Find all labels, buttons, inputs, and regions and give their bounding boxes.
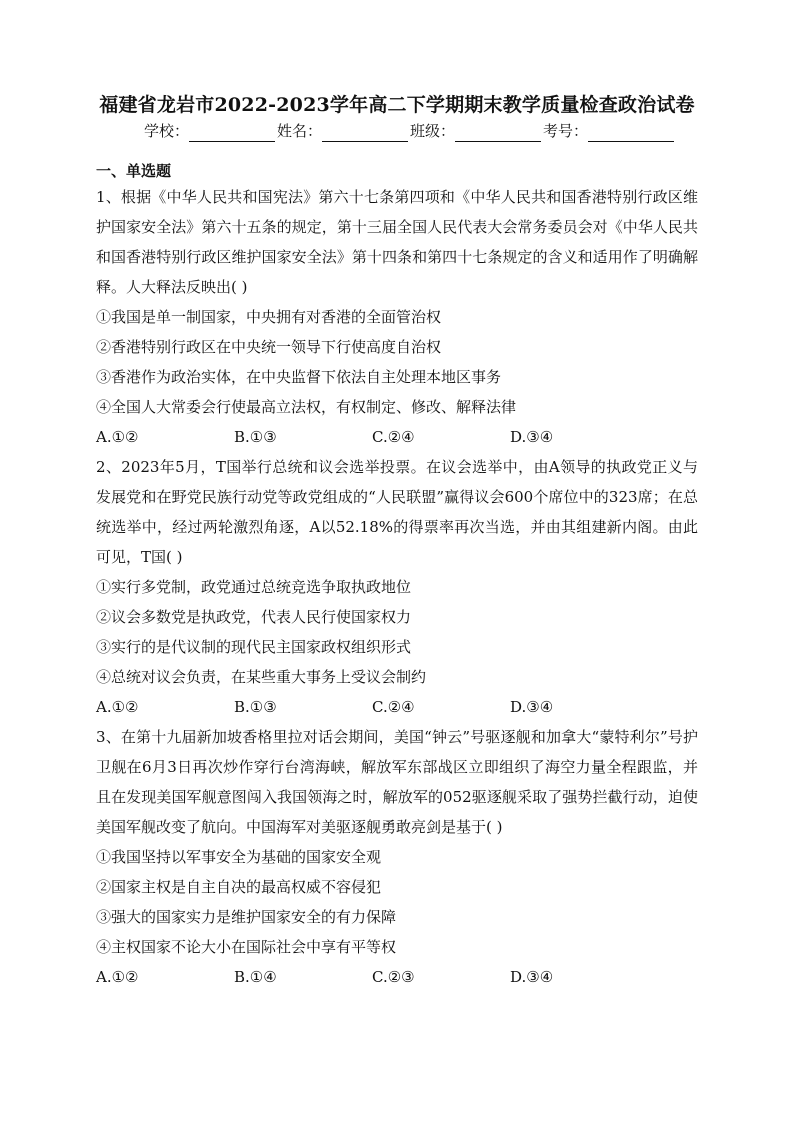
statement-2: ②国家主权是自主自决的最高权威不容侵犯 [96, 878, 382, 896]
option-c[interactable]: C.②④ [372, 428, 415, 446]
option-d[interactable]: D.③④ [510, 968, 554, 986]
option-a[interactable]: A.①② [96, 428, 139, 446]
name-label: 姓名： [276, 122, 322, 140]
answer-options [96, 422, 698, 452]
school-blank[interactable] [189, 125, 275, 142]
option-c[interactable]: C.②③ [372, 968, 415, 986]
question-stem: 3、在第十九届新加坡香格里拉对话会期间，美国“钟云”号驱逐舰和加拿大“蒙特利尔”号护卫舰在6月3日再次炒作穿行台湾海峡，解放军东部战区立即组织了海空力量全程跟监，并且在发现美国军舰意图闯入我国领海之时，解放军的052驱逐舰采取了强势拦截行动，迫使美国军舰改变了航向。中国海军对美驱逐舰勇敢亮剑是基于( ) [96, 728, 698, 836]
statement-4: ④主权国家不论大小在国际社会中享有平等权 [96, 938, 397, 956]
question-2 [96, 452, 698, 722]
statement-4: ④总统对议会负责，在某些重大事务上受议会制约 [96, 668, 427, 686]
statement-2: ②议会多数党是执政党，代表人民行使国家权力 [96, 608, 412, 626]
student-info-line [122, 120, 698, 142]
option-b[interactable]: B.①③ [234, 428, 277, 446]
section-heading: 一、单选题 [96, 162, 172, 180]
school-field [144, 120, 277, 142]
option-a[interactable]: A.①② [96, 698, 139, 716]
exam-number-field [543, 120, 676, 142]
question-1 [96, 182, 698, 452]
option-d[interactable]: D.③④ [510, 698, 554, 716]
statement-3: ③香港作为政治实体，在中央监督下依法自主处理本地区事务 [96, 368, 502, 386]
statement-1: ①我国坚持以军事安全为基础的国家安全观 [96, 848, 382, 866]
class-blank[interactable] [455, 125, 541, 142]
question-3 [96, 722, 698, 992]
statement-1: ①实行多党制，政党通过总统竞选争取执政地位 [96, 578, 412, 596]
option-d[interactable]: D.③④ [510, 428, 554, 446]
question-stem: 1、根据《中华人民共和国宪法》第六十七条第四项和《中华人民共和国香港特别行政区维护国家安全法》第六十五条的规定，第十三届全国人民代表大会常务委员会对《中华人民共和国香港特别行政区维护国家安全法》第十四条和第四十七条规定的含义和适用作了明确解释。人大释法反映出( ) [96, 188, 698, 296]
statement-1: ①我国是单一制国家，中央拥有对香港的全面管治权 [96, 308, 442, 326]
statement-3: ③强大的国家实力是维护国家安全的有力保障 [96, 908, 397, 926]
exam-number-blank[interactable] [588, 125, 674, 142]
option-b[interactable]: B.①④ [234, 968, 277, 986]
option-b[interactable]: B.①③ [234, 698, 277, 716]
option-c[interactable]: C.②④ [372, 698, 415, 716]
exam-title: 福建省龙岩市2022-2023学年高二下学期期末教学质量检查政治试卷 [99, 94, 695, 116]
option-a[interactable]: A.①② [96, 968, 139, 986]
statement-3: ③实行的是代议制的现代民主国家政权组织形式 [96, 638, 412, 656]
name-blank[interactable] [322, 125, 408, 142]
question-stem: 2、2023年5月，T国举行总统和议会选举投票。在议会选举中，由A领导的执政党正义与发展党和在野党民族行动党等政党组成的“人民联盟”赢得议会600个席位中的323席；在总统选举中，经过两轮激烈角逐，A以52.18%的得票率再次当选，并由其组建新内阁。由此可见，T国( ) [96, 458, 698, 566]
class-label: 班级： [410, 122, 456, 140]
school-label: 学校： [143, 122, 189, 140]
statement-2: ②香港特别行政区在中央统一领导下行使高度自治权 [96, 338, 442, 356]
class-field [410, 120, 543, 142]
answer-options [96, 962, 698, 992]
answer-options [96, 692, 698, 722]
exam-number-label: 考号： [543, 122, 589, 140]
name-field [277, 120, 410, 142]
statement-4: ④全国人大常委会行使最高立法权，有权制定、修改、解释法律 [96, 398, 517, 416]
